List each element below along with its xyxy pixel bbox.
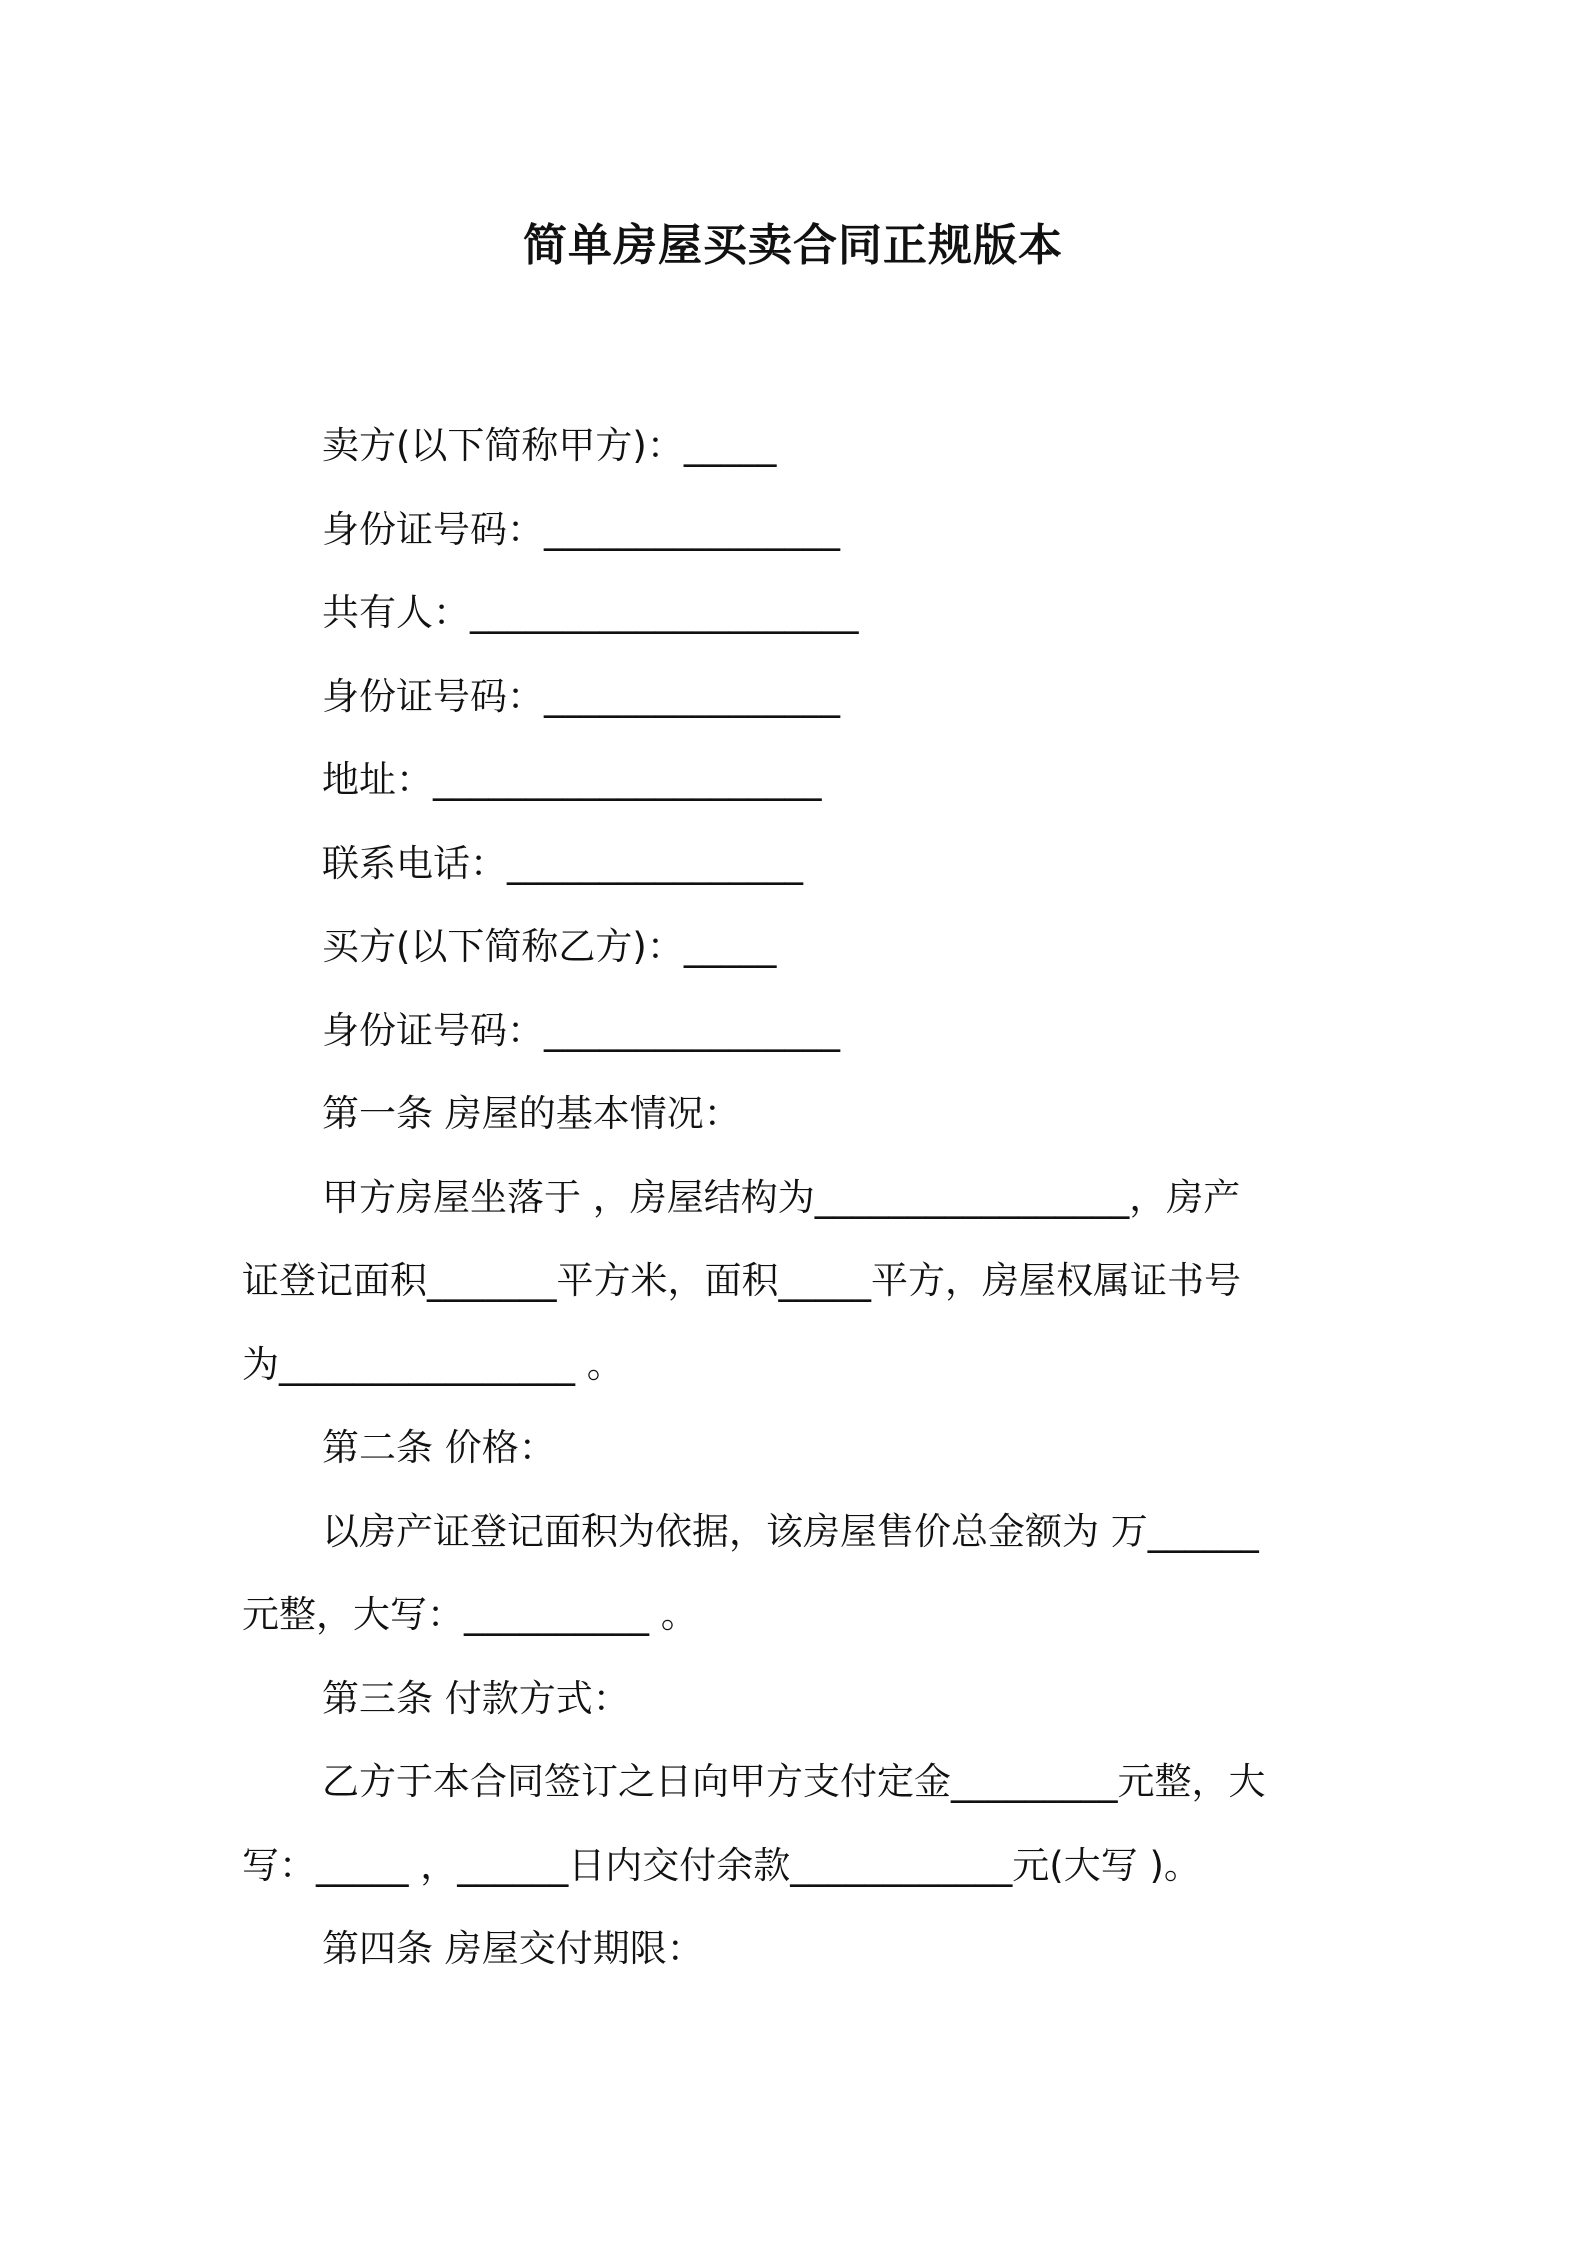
article-3-heading: 第三条 付款方式： [322,1676,630,1720]
article-3-line-1: 乙方于本合同签订之日向甲方支付定金_________元整，大 [322,1760,1266,1803]
article-2-line-1: 以房产证登记面积为依据，该房屋售价总金额为 万______ [322,1509,1259,1553]
article-4-heading: 第四条 房屋交付期限： [322,1927,704,1970]
document-title: 简单房屋买卖合同正规版本 [523,220,1063,271]
address-field: 地址：_____________________ [322,758,822,801]
seller-field: 卖方(以下简称甲方)：_____ [322,424,777,467]
article-2-heading: 第二条 价格： [322,1426,556,1469]
article-2-line-2: 元整，大写：__________ 。 [242,1593,698,1636]
buyer-id-field: 身份证号码：________________ [322,1008,840,1052]
article-1-line-3: 为________________ 。 [242,1342,624,1386]
article-3-line-2: 写：_____ ，______日内交付余款____________元(大写 )。 [242,1843,1201,1887]
article-1-heading: 第一条 房屋的基本情况： [322,1092,741,1135]
article-1-line-1: 甲方房屋坐落于 ，房屋结构为_________________，房产 [322,1175,1241,1219]
co-owner-id-field: 身份证号码：________________ [322,674,840,718]
buyer-field: 买方(以下简称乙方)：_____ [322,925,777,968]
co-owner-field: 共有人：_____________________ [322,591,859,634]
article-1-line-2: 证登记面积_______平方米，面积_____平方，房屋权属证书号 [242,1259,1241,1302]
contract-body [242,404,1352,1991]
seller-id-field: 身份证号码：________________ [322,507,840,551]
phone-field: 联系电话：________________ [322,841,803,885]
